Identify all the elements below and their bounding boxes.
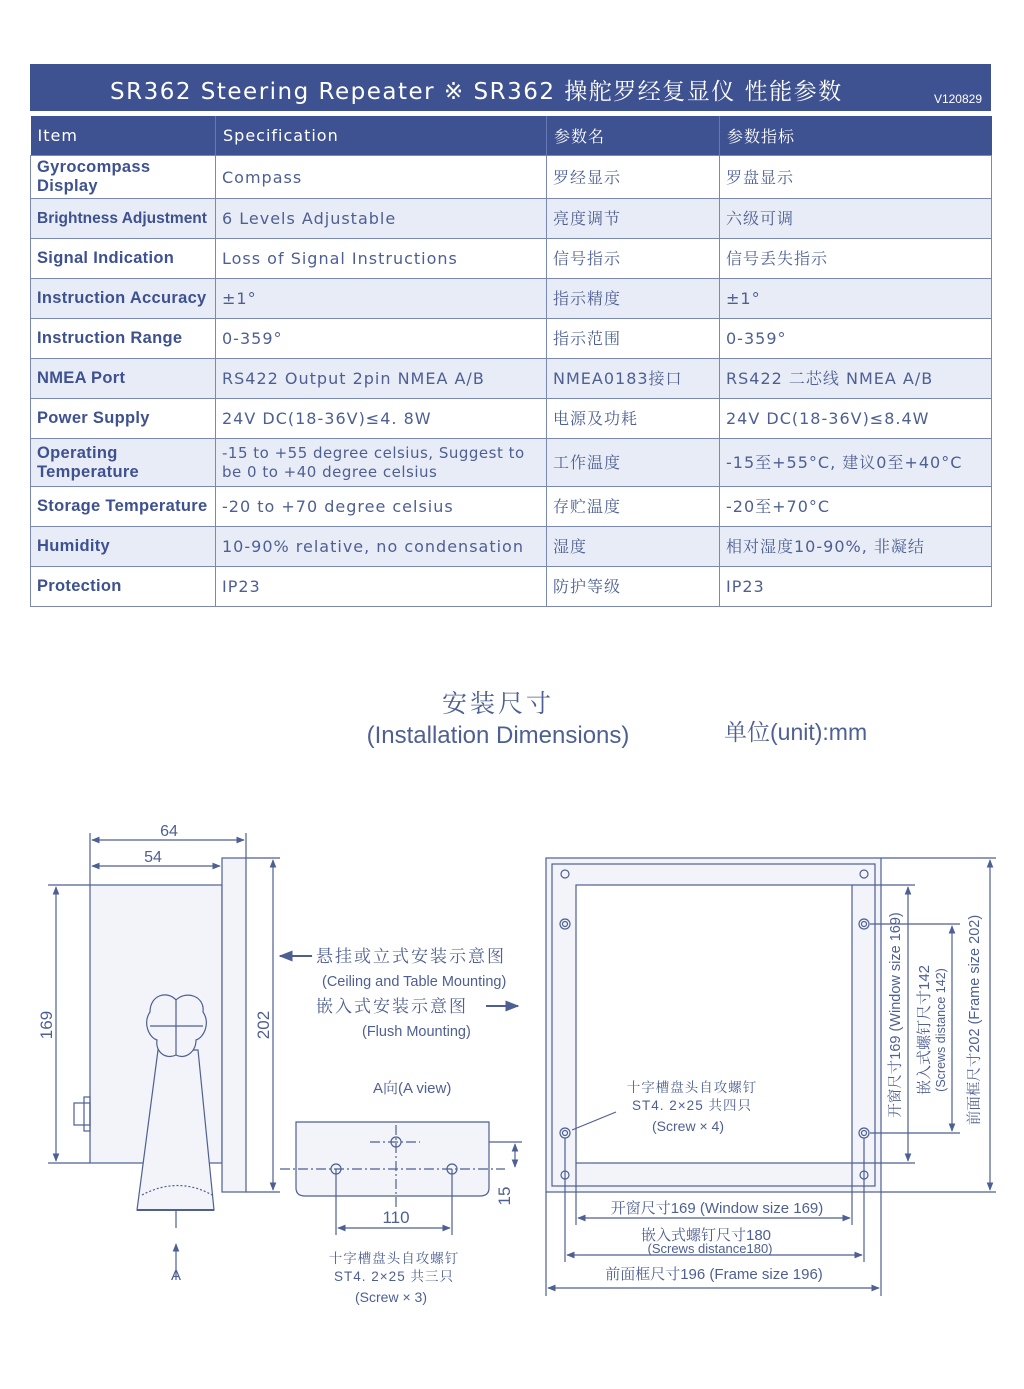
- col-header-name-cn: 参数名: [547, 116, 720, 156]
- row-spec: -15 to +55 degree celsius, Suggest to be 0 to +40 degree celsius: [216, 439, 547, 487]
- window-size-h-label: 开窗尺寸169 (Window size 169): [610, 1200, 824, 1217]
- row-spec: 6 Levels Adjustable: [216, 199, 547, 239]
- dim-202-label: 202: [254, 1010, 273, 1040]
- row-spec: 10-90% relative, no condensation: [216, 527, 547, 567]
- screws-dist-h-en: (Screws distance180): [647, 1241, 773, 1256]
- row-item: Instruction Range: [31, 319, 216, 359]
- col-header-value-cn: 参数指标: [720, 116, 992, 156]
- row-name-cn: 指示范围: [547, 319, 720, 359]
- installation-title-cn: 安装尺寸: [441, 689, 554, 718]
- unit-label: 单位(unit):mm: [724, 719, 868, 745]
- a-view-screw-cn: 十字槽盘头自攻螺钉: [328, 1251, 460, 1266]
- a-view-screw-spec: ST4. 2×25 共三只: [334, 1269, 454, 1284]
- dim-15-label: 15: [495, 1186, 514, 1206]
- row-item: Brightness Adjustment: [31, 199, 216, 239]
- flush-mount-cn: 嵌入式安装示意图: [316, 997, 468, 1016]
- screws-dist-v-en: (Screws distance 142): [934, 968, 948, 1092]
- row-value-cn: 罗盘显示: [720, 156, 992, 199]
- row-value-cn: 信号丢失指示: [720, 239, 992, 279]
- frame-size-h-label: 前面框尺寸196 (Frame size 196): [605, 1266, 823, 1283]
- flush-mount-en: (Flush Mounting): [362, 1024, 471, 1040]
- row-item: Signal Indication: [31, 239, 216, 279]
- row-item: NMEA Port: [31, 359, 216, 399]
- row-spec: 0-359°: [216, 319, 547, 359]
- dim-110-label: 110: [382, 1208, 410, 1227]
- row-name-cn: 存贮温度: [547, 487, 720, 527]
- installation-title-en: (Installation Dimensions): [366, 722, 630, 749]
- row-value-cn: ±1°: [720, 279, 992, 319]
- dim-169-label: 169: [37, 1010, 56, 1040]
- a-view-screw-en: (Screw × 3): [355, 1289, 427, 1305]
- row-item: Operating Temperature: [31, 439, 216, 487]
- front-screw-spec: ST4. 2×25 共四只: [632, 1098, 752, 1113]
- side-view: [48, 833, 280, 1280]
- front-screw-en: (Screw × 4): [652, 1118, 724, 1134]
- row-value-cn: 24V DC(18-36V)≤8.4W: [720, 399, 992, 439]
- page-title: SR362 Steering Repeater ※ SR362 操舵罗经复显仪 性能参数: [110, 79, 843, 105]
- screws-dist-h-cn: 嵌入式螺钉尺寸180: [640, 1227, 772, 1244]
- row-name-cn: 指示精度: [547, 279, 720, 319]
- row-value-cn: 相对湿度10-90%, 非凝结: [720, 527, 992, 567]
- row-name-cn: 信号指示: [547, 239, 720, 279]
- row-spec: IP23: [216, 567, 547, 607]
- row-name-cn: 亮度调节: [547, 199, 720, 239]
- row-spec: Loss of Signal Instructions: [216, 239, 547, 279]
- col-header-item: Item: [31, 116, 216, 156]
- front-screw-cn: 十字槽盘头自攻螺钉: [626, 1080, 758, 1095]
- screws-dist-v-cn: 嵌入式螺钉尺寸142: [916, 964, 933, 1096]
- row-spec: RS422 Output 2pin NMEA A/B: [216, 359, 547, 399]
- version-label: V120829: [933, 92, 982, 106]
- dim-54-label: 54: [144, 849, 162, 866]
- row-item: Gyrocompass Display: [31, 156, 216, 199]
- ceiling-mount-cn: 悬挂或立式安装示意图: [316, 947, 506, 966]
- row-name-cn: 罗经显示: [547, 156, 720, 199]
- row-value-cn: 六级可调: [720, 199, 992, 239]
- row-value-cn: -15至+55°C, 建议0至+40°C: [720, 439, 992, 487]
- row-spec: Compass: [216, 156, 547, 199]
- row-name-cn: 电源及功耗: [547, 399, 720, 439]
- row-spec: 24V DC(18-36V)≤4. 8W: [216, 399, 547, 439]
- frame-size-v-label: 前面框尺寸202 (Frame size 202): [967, 914, 983, 1126]
- dim-64-label: 64: [160, 823, 178, 840]
- row-value-cn: RS422 二芯线 NMEA A/B: [720, 359, 992, 399]
- row-item: Protection: [31, 567, 216, 607]
- row-name-cn: 防护等级: [547, 567, 720, 607]
- window-size-v-label: 开窗尺寸169 (Window size 169): [888, 912, 904, 1118]
- row-item: Instruction Accuracy: [31, 279, 216, 319]
- row-spec: ±1°: [216, 279, 547, 319]
- row-name-cn: 工作温度: [547, 439, 720, 487]
- row-item: Humidity: [31, 527, 216, 567]
- row-name-cn: NMEA0183接口: [547, 359, 720, 399]
- col-header-spec: Specification: [216, 116, 547, 156]
- a-arrow-label: A: [170, 1267, 182, 1284]
- row-value-cn: -20至+70°C: [720, 487, 992, 527]
- row-name-cn: 湿度: [547, 527, 720, 567]
- row-item: Power Supply: [31, 399, 216, 439]
- row-spec: -20 to +70 degree celsius: [216, 487, 547, 527]
- row-value-cn: 0-359°: [720, 319, 992, 359]
- row-item: Storage Temperature: [31, 487, 216, 527]
- a-view-title: A向(A view): [373, 1080, 452, 1097]
- row-value-cn: IP23: [720, 567, 992, 607]
- ceiling-mount-en: (Ceiling and Table Mounting): [322, 974, 507, 990]
